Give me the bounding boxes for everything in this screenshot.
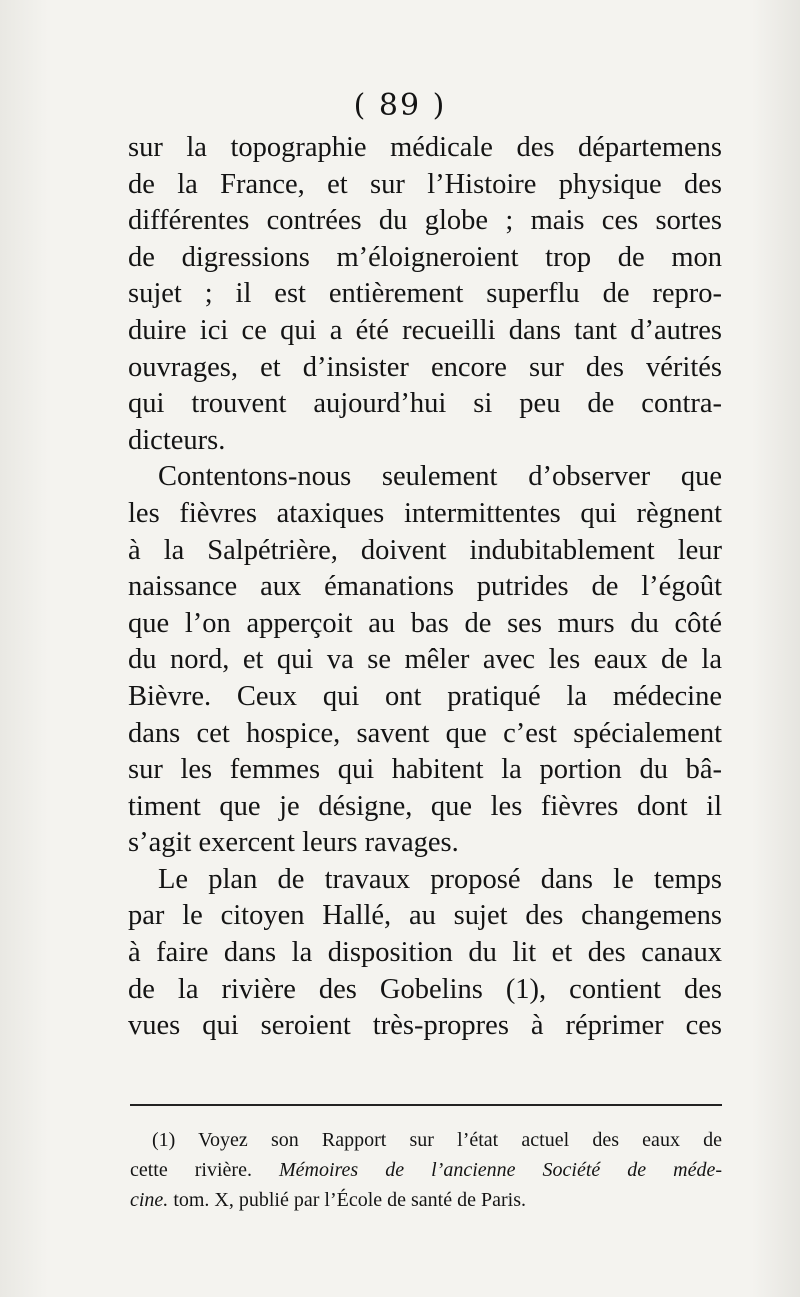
text-line: Bièvre. Ceux qui ont pratiqué la médecine <box>128 680 722 712</box>
footnote-line <box>130 1185 722 1215</box>
body-text <box>128 130 722 1045</box>
text-line: qui trouvent aujourd’hui si peu de contra- <box>128 388 722 420</box>
text-line: que l’on apperçoit au bas de ses murs du côté <box>128 607 722 639</box>
text-line: duire ici ce qui a été recueilli dans tant d’autres <box>128 314 722 346</box>
text-line: sujet ; il est entièrement superflu de repro- <box>128 278 722 310</box>
footnote-line: (1) Voyez son Rapport sur l’état actuel des eaux de <box>152 1129 722 1151</box>
text-line: à la Salpétrière, doivent indubitablement leur <box>128 534 722 566</box>
text-line: de la rivière des Gobelins (1), contient des <box>128 973 722 1005</box>
text-line: de digressions m’éloigneroient trop de mon <box>128 241 722 273</box>
text-line: naissance aux émanations putrides de l’égoût <box>128 571 722 603</box>
footnote-line <box>130 1155 722 1185</box>
footnote-text: cette rivière. <box>130 1159 252 1181</box>
text-line: différentes contrées du globe ; mais ces sortes <box>128 205 722 237</box>
footnote-divider <box>130 1104 722 1106</box>
text-line: les fièvres ataxiques intermittentes qui règnent <box>128 497 722 529</box>
text-line: sur les femmes qui habitent la portion du bâ- <box>128 754 722 786</box>
page-number: ( 89 ) <box>353 88 447 123</box>
footnote-citation: cine. <box>130 1189 169 1211</box>
text-line: du nord, et qui va se mêler avec les eaux de la <box>128 644 722 676</box>
text-line: sur la topographie médicale des départemens <box>128 132 722 163</box>
text-line: dans cet hospice, savent que c’est spécialement <box>128 717 722 749</box>
text-line: ouvrages, et d’insister encore sur des vérités <box>128 351 722 383</box>
text-line: de la France, et sur l’Histoire physique des <box>128 168 722 200</box>
footnote <box>130 1125 722 1215</box>
text-line: s’agit exercent leurs ravages. <box>128 827 459 859</box>
footnote-text: tom. X, publié par l’École de santé de Paris. <box>173 1189 526 1211</box>
text-line: timent que je désigne, que les fièvres dont il <box>128 790 722 822</box>
text-line: Le plan de travaux proposé dans le temps <box>158 863 722 895</box>
text-line: dicteurs. <box>128 424 226 456</box>
text-line: à faire dans la disposition du lit et des canaux <box>128 937 722 969</box>
text-line: par le citoyen Hallé, au sujet des changemens <box>128 900 722 932</box>
text-line: Contentons-nous seulement d’observer que <box>158 461 722 493</box>
footnote-citation: Mémoires de l’ancienne Société de méde- <box>278 1159 723 1181</box>
text-line: vues qui seroient très-propres à réprimer ces <box>128 1010 722 1042</box>
